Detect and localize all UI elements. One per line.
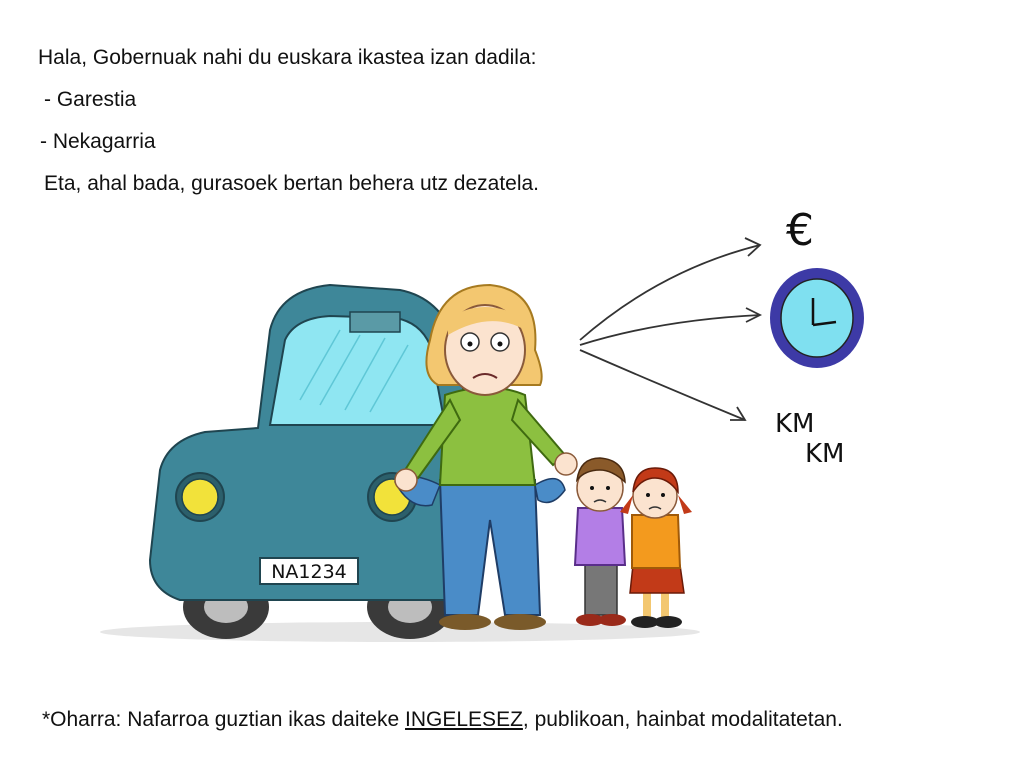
- arrow-icon: [580, 238, 760, 420]
- footnote-suffix: , publikoan, hainbat modalitatetan.: [522, 708, 843, 731]
- girl-skirt: [630, 565, 684, 593]
- km-label-2: KM: [805, 439, 845, 469]
- footnote: [42, 708, 843, 732]
- km-label-1: KM: [775, 409, 815, 439]
- mother-jeans: [440, 480, 540, 615]
- car-mirror: [350, 312, 400, 332]
- boy-figure: [575, 458, 626, 626]
- car-headlight-left: [182, 479, 218, 515]
- girl-shirt: [632, 515, 680, 568]
- girl-figure: [620, 468, 692, 628]
- clock-icon: [770, 268, 864, 368]
- license-plate-text: NA1234: [271, 561, 347, 583]
- footnote-prefix: *Oharra: Nafarroa guztian ikas daiteke: [42, 708, 406, 731]
- heading-line-1: Hala, Gobernuak nahi du euskara ikastea izan dadila:: [38, 46, 537, 69]
- euro-icon: €: [786, 205, 814, 256]
- boy-shirt: [575, 508, 625, 565]
- list-item-nekagarria: - Nekagarria: [40, 130, 156, 153]
- footnote-emphasis: INGELESEZ: [405, 708, 523, 731]
- list-item-garestia: - Garestia: [44, 88, 137, 111]
- heading-line-2: Eta, ahal bada, gurasoek bertan behera utz dezatela.: [44, 172, 540, 195]
